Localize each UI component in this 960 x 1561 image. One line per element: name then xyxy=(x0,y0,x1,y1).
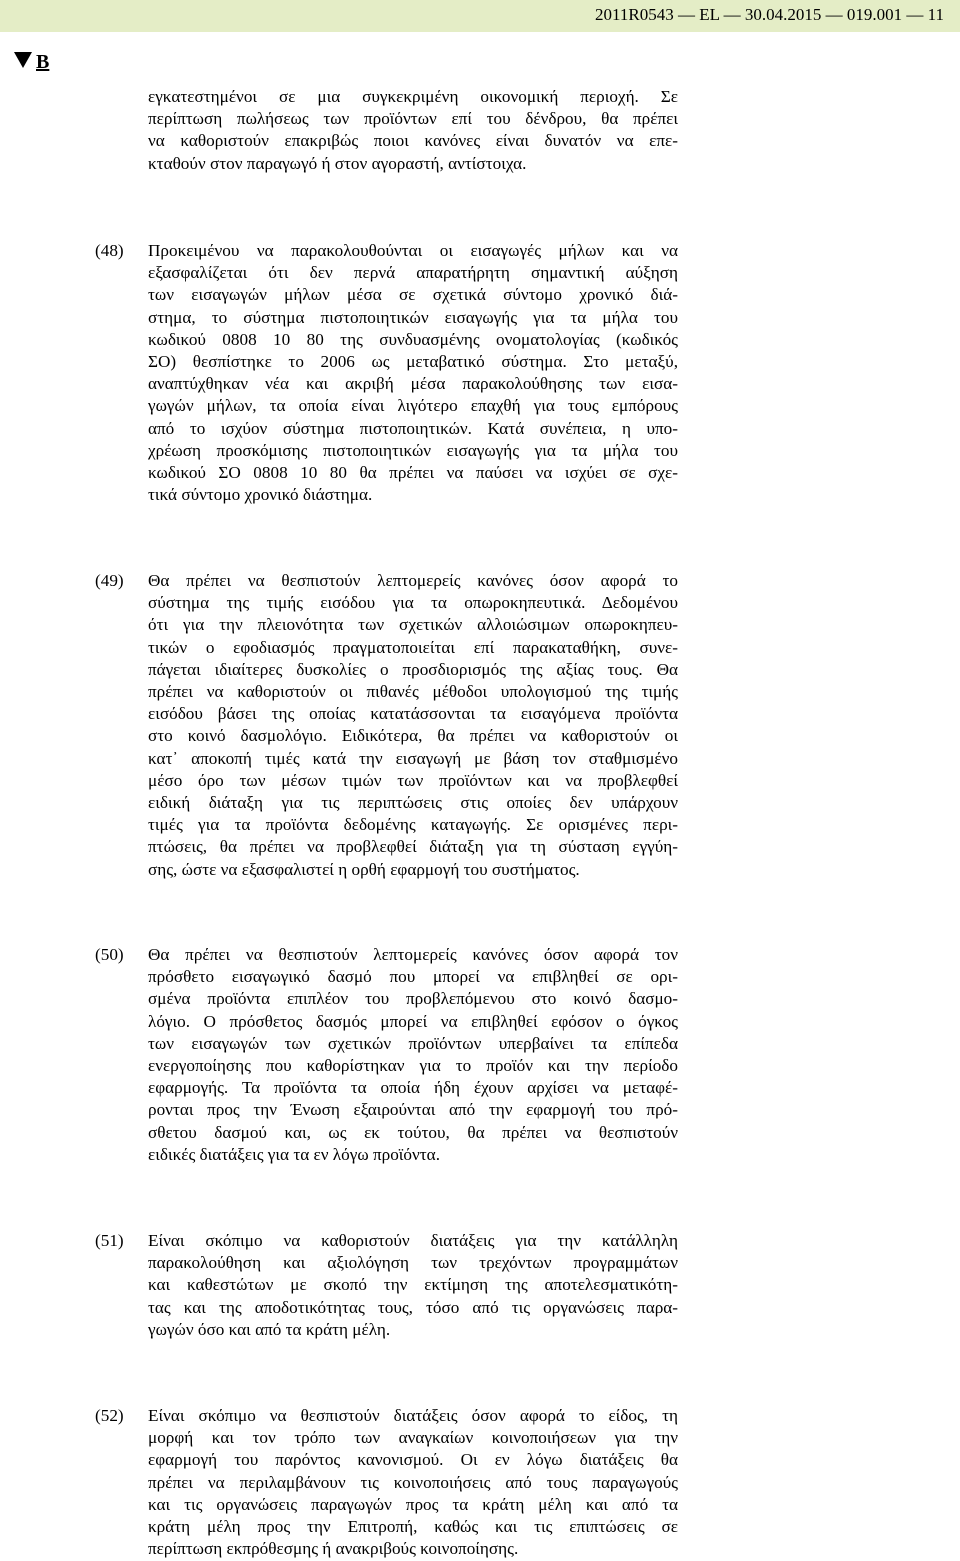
text-line: γωγών όσο και από τα κράτη μέλη. xyxy=(148,1319,391,1339)
recital-52 xyxy=(95,1405,678,1560)
text-line: να καθοριστούν επακριβώς ποιοι κανόνες είναι δυνατόν να επε- xyxy=(148,131,678,151)
text-line: ειδική διάταξη για τις περιπτώσεις στις οποίες δεν υπάρχουν xyxy=(148,793,678,813)
text-line: στημα, το σύστημα πιστοποιητικών εισαγωγής για τα μήλα του xyxy=(148,307,678,327)
text-line: από το ισχύον σύστημα πιστοποιητικών. Κατά συνέπεια, η υπο- xyxy=(148,418,678,438)
amendment-marker xyxy=(14,50,49,74)
text-line: Είναι σκόπιμο να καθοριστούν διατάξεις για την κατάλληλη xyxy=(148,1231,678,1250)
text-line: τικά σύντομο χρονικό διάστημα. xyxy=(148,485,373,505)
text-line: και καθεστώτων με σκοπό την εκτίμηση της αποτελεσματικότη- xyxy=(148,1275,678,1295)
recital-number: (50) xyxy=(95,945,124,964)
text-line: μορφή και τον τρόπο των αναγκαίων κοινοποιήσεων για την xyxy=(148,1428,678,1448)
recital-50 xyxy=(95,944,678,1166)
text-line: κράτη μέλη προς την Επιτροπή, καθώς και τις επιπτώσεις σε xyxy=(148,1517,678,1537)
text-line: ειδικές διατάξεις για τα εν λόγω προϊόντα. xyxy=(148,1144,440,1164)
text-line: τας και της αποδοτικότητας τους, τόσο από τις οργανώσεις παρα- xyxy=(148,1297,678,1317)
text-line: χρέωση προσκόμισης πιστοποιητικών εισαγωγής για τα μήλα του xyxy=(148,440,678,460)
text-line: Θα πρέπει να θεσπιστούν λεπτομερείς κανόνες όσον αφορά τον xyxy=(148,945,678,964)
text-line: πτώσεις, θα πρέπει να προβλεφθεί διάταξη για τη σύσταση εγγύη- xyxy=(148,837,678,857)
triangle-down-icon xyxy=(14,52,32,68)
text-line: Είναι σκόπιμο να θεσπιστούν διατάξεις όσον αφορά το είδος, τη xyxy=(148,1406,678,1425)
text-line: ΣΟ) θεσπίστηκε το 2006 ως μεταβατικό σύστημα. Στο μεταξύ, xyxy=(148,352,678,372)
text-line: τιμές για τα προϊόντα δεδομένης καταγωγής. Σε ορισμένες περι- xyxy=(148,815,678,835)
text-line: σθετου δασμού και, ως εκ τούτου, θα πρέπει να θεσπιστούν xyxy=(148,1122,678,1142)
text-line: εισόδου βάσει της οποίας κατατάσσονται τα εισαγόμενα προϊόντα xyxy=(148,704,678,724)
text-line: εφαρμογή του παρόντος κανονισμού. Οι εν λόγω διατάξεις θα xyxy=(148,1450,678,1470)
text-line: σμένα προϊόντα επιπλέον του προβλεπόμενου στο κοινό δασμο- xyxy=(148,989,678,1009)
text-line: κωδικού 0808 10 80 της συνδυασμένης ονοματολογίας (κωδικός xyxy=(148,329,678,349)
text-line: Προκειμένου να παρακολουθούνται οι εισαγωγές μήλων και να xyxy=(148,241,678,260)
text-line: περίπτωση πωλήσεως των προϊόντων επί του δένδρου, θα πρέπει xyxy=(148,109,678,129)
text-line: κταθούν στον παραγωγό ή στον αγοραστή, αντίστοιχα. xyxy=(148,153,527,173)
text-line: σύστημα της τιμής εισόδου για τα οπωροκηπευτικά. Δεδομένου xyxy=(148,593,678,613)
text-line: Θα πρέπει να θεσπιστούν λεπτομερείς κανόνες όσον αφορά το xyxy=(148,571,678,590)
text-line: κωδικού ΣΟ 0808 10 80 θα πρέπει να παύσει να ισχύει σε σχε- xyxy=(148,463,678,483)
amendment-marker-letter: B xyxy=(36,51,50,73)
text-line: και τις οργανώσεις παραγωγών προς τα κράτη μέλη και από τα xyxy=(148,1494,678,1514)
text-line: πρέπει να περιλαμβάνουν τις κοινοποιήσεις από τους παραγωγούς xyxy=(148,1472,678,1492)
text-line: στο κοινό δασμολόγιο. Ειδικότερα, θα πρέπει να καθοριστούν οι xyxy=(148,726,678,746)
text-line: ρονται προς την Ένωση εξαιρούνται από την εφαρμογή του πρό- xyxy=(148,1100,678,1120)
text-line: αναπτύχθηκαν νέα και ακριβή μέσα παρακολούθησης των εισα- xyxy=(148,374,678,394)
text-line: ότι για την πλειονότητα των σχετικών αλλοιώσιμων οπωροκηπευ- xyxy=(148,615,678,635)
document-reference: 2011R0543 — EL — 30.04.2015 — 019.001 — 11 xyxy=(595,5,944,24)
recital-number: (51) xyxy=(95,1231,124,1250)
recital-number: (49) xyxy=(95,571,124,590)
text-line: των εισαγωγών των σχετικών προϊόντων υπερβαίνει τα επίπεδα xyxy=(148,1033,678,1053)
text-line: σης, ώστε να εξασφαλιστεί η ορθή εφαρμογή του συστήματος. xyxy=(148,859,580,879)
text-line: εφαρμογής. Τα προϊόντα τα οποία ήδη έχουν αρχίσει να μεταφέ- xyxy=(148,1078,678,1098)
header-band xyxy=(0,0,960,32)
text-line: εγκατεστημένοι σε μια συγκεκριμένη οικονομική περιοχή. Σε xyxy=(148,87,678,106)
recital-49 xyxy=(95,570,678,881)
text-line: πρέπει να καθοριστούν οι πιθανές μέθοδοι υπολογισμού της τιμής xyxy=(148,682,678,702)
text-line: των εισαγωγών μήλων μέσα σε σχετικά σύντομο χρονικό διά- xyxy=(148,285,678,305)
text-line: περίπτωση εκπρόθεσμης ή ανακριβούς κοινοποίησης. xyxy=(148,1539,519,1559)
recital-number: (52) xyxy=(95,1406,124,1425)
recital-continuation xyxy=(148,86,678,175)
recital-48 xyxy=(95,240,678,506)
text-line: κατ᾽ αποκοπή τιμές κατά την εισαγωγή με βάση τον σταθμισμένο xyxy=(148,748,678,768)
recital-51 xyxy=(95,1230,678,1341)
text-line: πάγεται ιδιαίτερες δυσκολίες ο προσδιορισμός της αξίας τους. Θα xyxy=(148,659,678,679)
recital-number: (48) xyxy=(95,241,124,260)
text-line: γωγών μήλων, τα οποία είναι λιγότερο επαχθή για τους εμπόρους xyxy=(148,396,678,416)
text-line: ενεργοποίησης που καθορίστηκαν για το προϊόν και την περίοδο xyxy=(148,1056,678,1076)
text-line: μέσο όρο των μέσων τιμών των προϊόντων και να προβλεφθεί xyxy=(148,770,678,790)
text-line: παρακολούθηση και αξιολόγηση των τρεχόντων προγραμμάτων xyxy=(148,1253,678,1273)
text-line: λόγιο. Ο πρόσθετος δασμός μπορεί να επιβληθεί εφόσον ο όγκος xyxy=(148,1011,678,1031)
text-line: τικών ο εφοδιασμός πραγματοποιείται επί παρακαταθήκη, συνε- xyxy=(148,637,678,657)
text-line: πρόσθετο εισαγωγικό δασμό που μπορεί να επιβληθεί σε ορι- xyxy=(148,967,678,987)
text-line: εξασφαλίζεται ότι δεν περνά απαρατήρητη σημαντική αύξηση xyxy=(148,263,678,283)
